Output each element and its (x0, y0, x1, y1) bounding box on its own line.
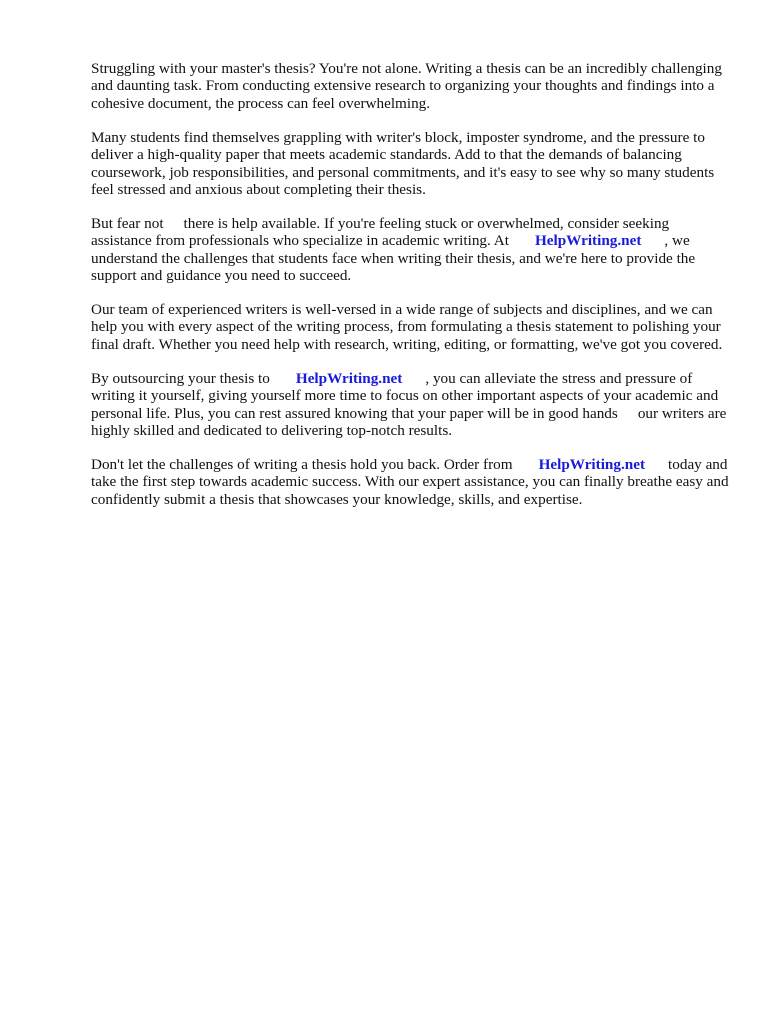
paragraph-order-text-2: today and take the first step towards academic success. With our expert assistance, you can finally breathe easy and confidently submit a thesis that showcases your knowledge, skills, and expertise. (91, 455, 729, 508)
paragraph-struggles (91, 129, 731, 199)
paragraph-help-text-1: But fear not (91, 214, 164, 232)
paragraph-outsourcing-text-1: By outsourcing your thesis to (91, 369, 270, 387)
document-page (91, 60, 731, 525)
paragraph-order-text-1: Don't let the challenges of writing a thesis hold you back. Order from (91, 455, 513, 473)
paragraph-outsourcing (91, 370, 731, 440)
paragraph-order (91, 456, 731, 508)
paragraph-help-text-2: there is help available. If you're feeling stuck or overwhelmed, consider seeking assistance from professionals who specialize in academic writing. At (91, 214, 670, 250)
paragraph-team-text: Our team of experienced writers is well-versed in a wide range of subjects and disciplines, and we can help you with every aspect of the writing process, from formulating a thesis statement to polishing your final draft. Whether you need help with research, writing, editing, or formatting, we've got you covered. (91, 300, 723, 353)
paragraph-outsourcing-text-3: our writers are highly skilled and dedicated to delivering top-notch results. (91, 404, 727, 439)
paragraph-outsourcing-text-2: , you can alleviate the stress and pressure of writing it yourself, giving yourself more time to focus on other important aspects of your academic and personal life. Plus, you can rest assured knowing that your paper will be in good hands (91, 369, 719, 422)
helpwriting-link[interactable]: HelpWriting.net (534, 232, 642, 250)
paragraph-struggles-text: Many students find themselves grappling with writer's block, imposter syndrome, and the pressure to deliver a high-quality paper that meets academic standards. Add to that the demands of balancing coursework, job responsibilities, and personal commitments, and it's easy to see why so many students feel stressed and anxious about completing their thesis. (91, 128, 715, 198)
helpwriting-link[interactable]: HelpWriting.net (295, 369, 403, 387)
helpwriting-link[interactable]: HelpWriting.net (538, 455, 646, 473)
paragraph-team (91, 301, 731, 353)
paragraph-intro-text: Struggling with your master's thesis? You're not alone. Writing a thesis can be an incredibly challenging and daunting task. From conducting extensive research to organizing your thoughts and findings into a cohesive document, the process can feel overwhelming. (91, 60, 722, 112)
paragraph-intro (91, 60, 731, 112)
paragraph-help-available (91, 215, 731, 285)
paragraph-help-text-3: , we understand the challenges that students face when writing their thesis, and we're here to provide the support and guidance you need to succeed. (91, 232, 696, 285)
